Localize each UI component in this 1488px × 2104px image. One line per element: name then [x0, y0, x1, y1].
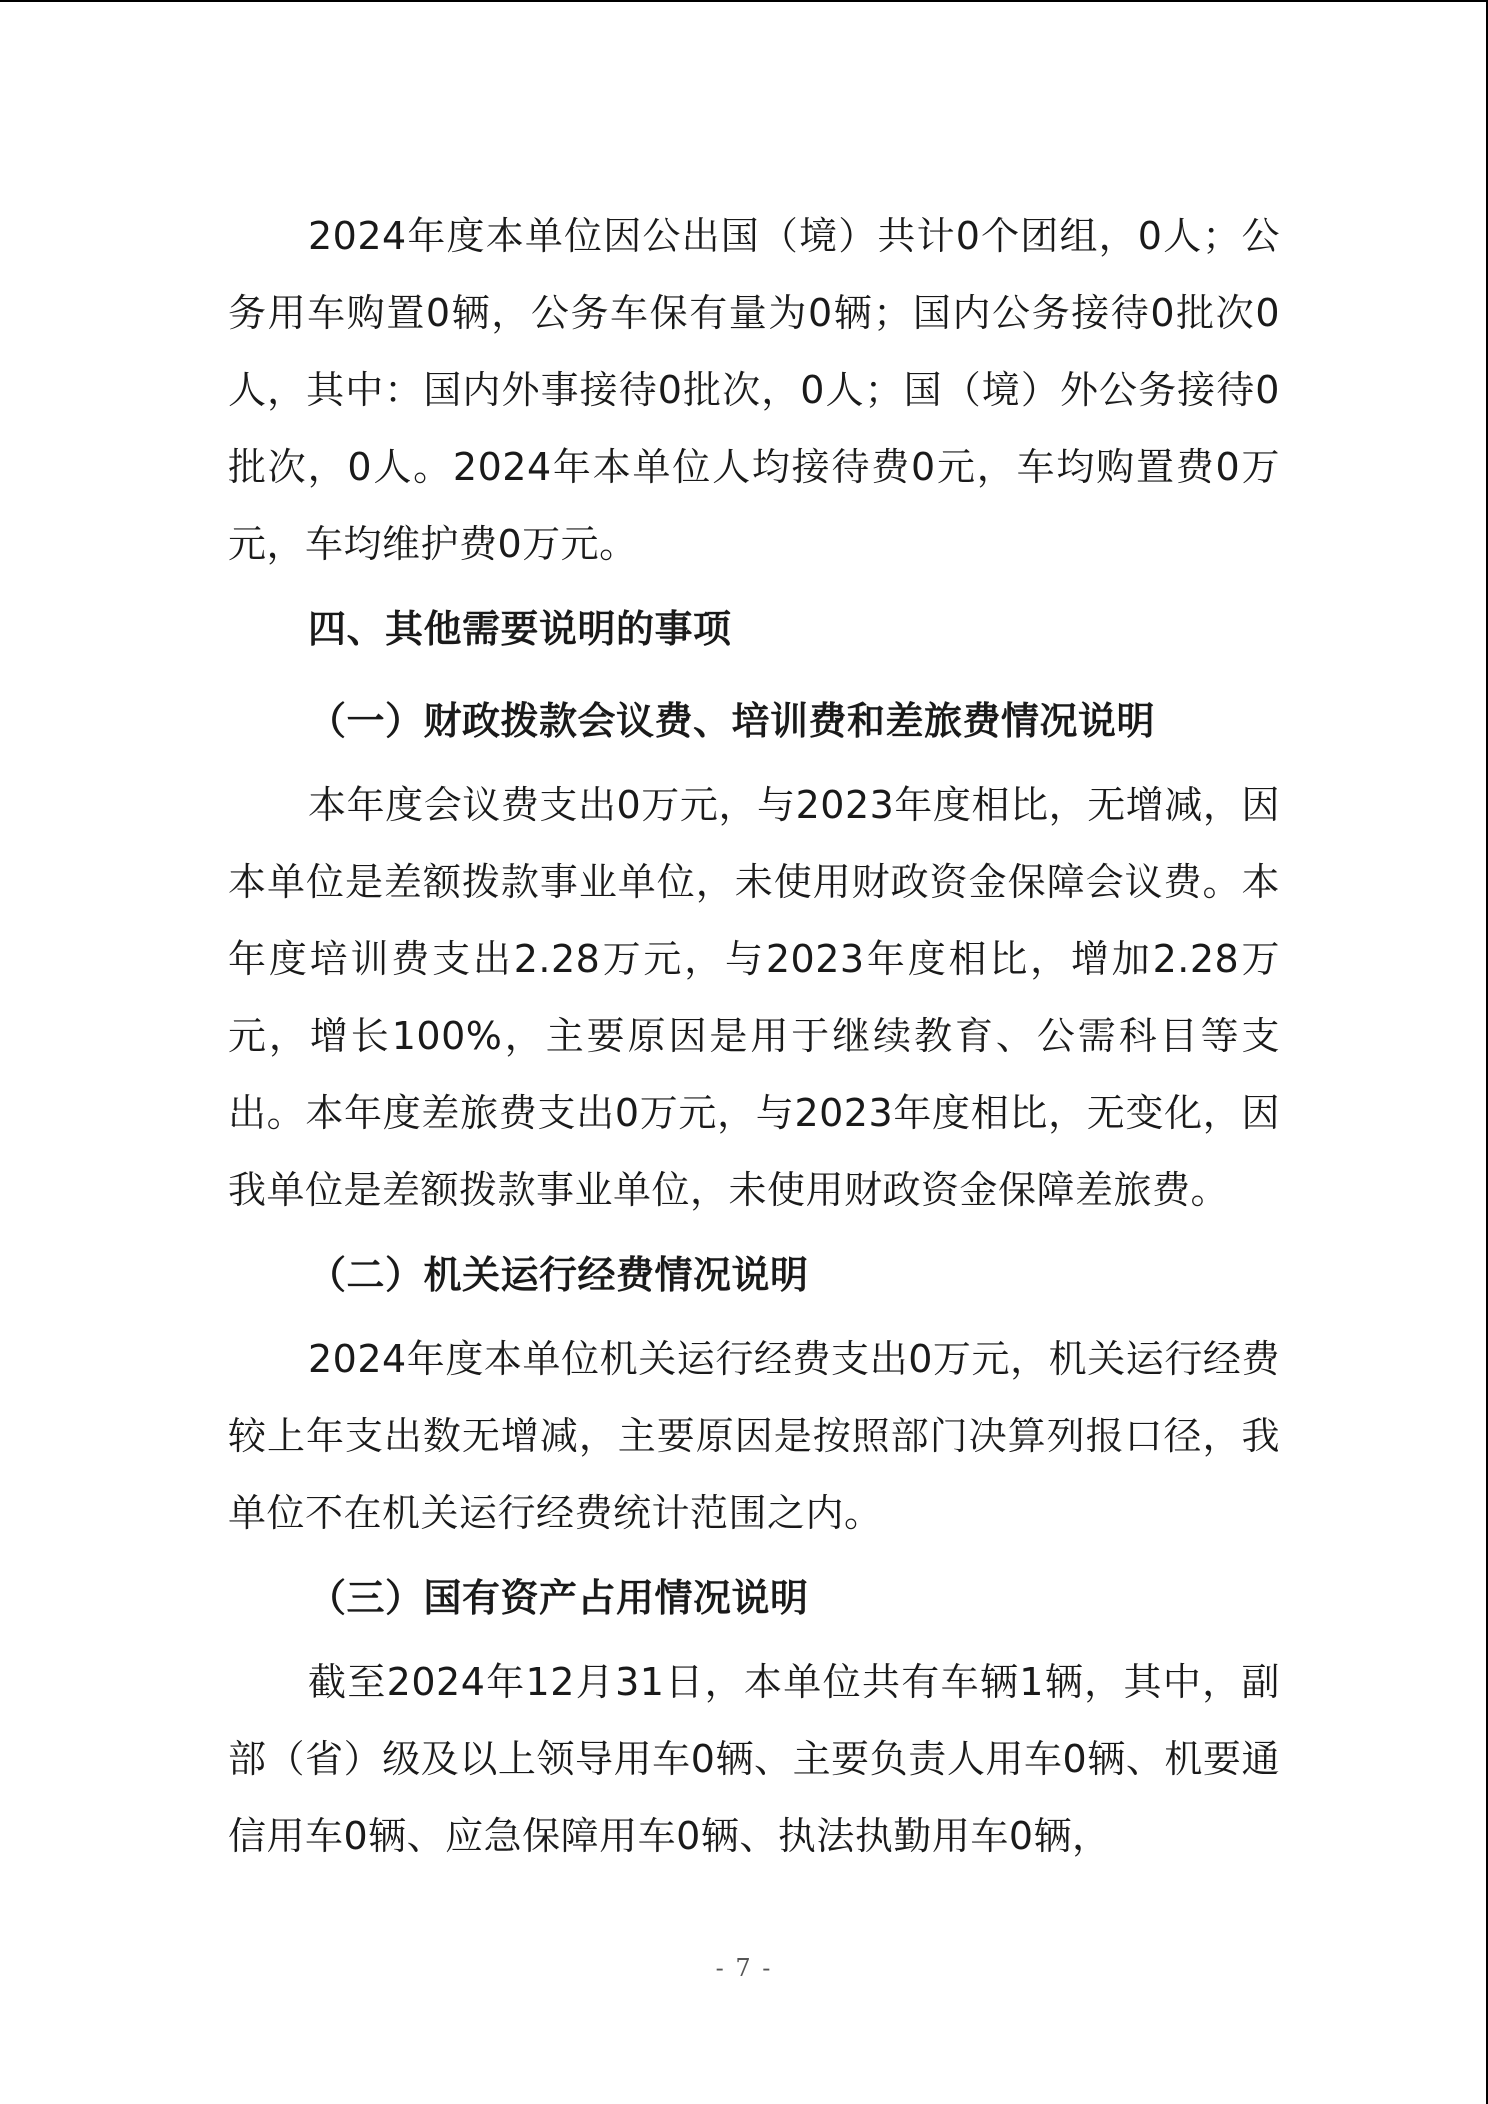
paragraph-operating-expenses: 2024年度本单位机关运行经费支出0万元，机关运行经费较上年支出数无增减，主要原因是按照部门决算列报口径，我单位不在机关运行经费统计范围之内。	[228, 1337, 1280, 1535]
paragraph-state-assets: 截至2024年12月31日，本单位共有车辆1辆，其中，副部（省）级及以上领导用车0辆、主要负责人用车0辆、机要通信用车0辆、应急保障用车0辆、执法执勤用车0辆，	[228, 1660, 1280, 1858]
paragraph-overseas-reception: 2024年度本单位因公出国（境）共计0个团组，0人；公务用车购置0辆，公务车保有量为0辆；国内公务接待0批次0人，其中：国内外事接待0批次，0人；国（境）外公务接待0批次，0人。2024年本单位人均接待费0元，车均购置费0万元，车均维护费0万元。	[228, 214, 1280, 566]
subheading-operating-expenses: （二）机关运行经费情况说明	[308, 1253, 809, 1297]
paragraph-meeting-training-travel: 本年度会议费支出0万元，与2023年度相比，无增减，因本单位是差额拨款事业单位，未使用财政资金保障会议费。本年度培训费支出2.28万元，与2023年度相比，增加2.28万元，增长100%，主要原因是用于继续教育、公需科目等支出。本年度差旅费支出0万元，与2023年度相比，无变化，因我单位是差额拨款事业单位，未使用财政资金保障差旅费。	[228, 783, 1280, 1212]
section-heading-other-matters: 四、其他需要说明的事项	[308, 607, 732, 651]
page-content	[228, 198, 1280, 1875]
page-number: - 7 -	[715, 1954, 773, 1982]
subheading-meeting-training-travel: （一）财政拨款会议费、培训费和差旅费情况说明	[308, 699, 1156, 743]
subheading-state-assets: （三）国有资产占用情况说明	[308, 1576, 809, 1620]
